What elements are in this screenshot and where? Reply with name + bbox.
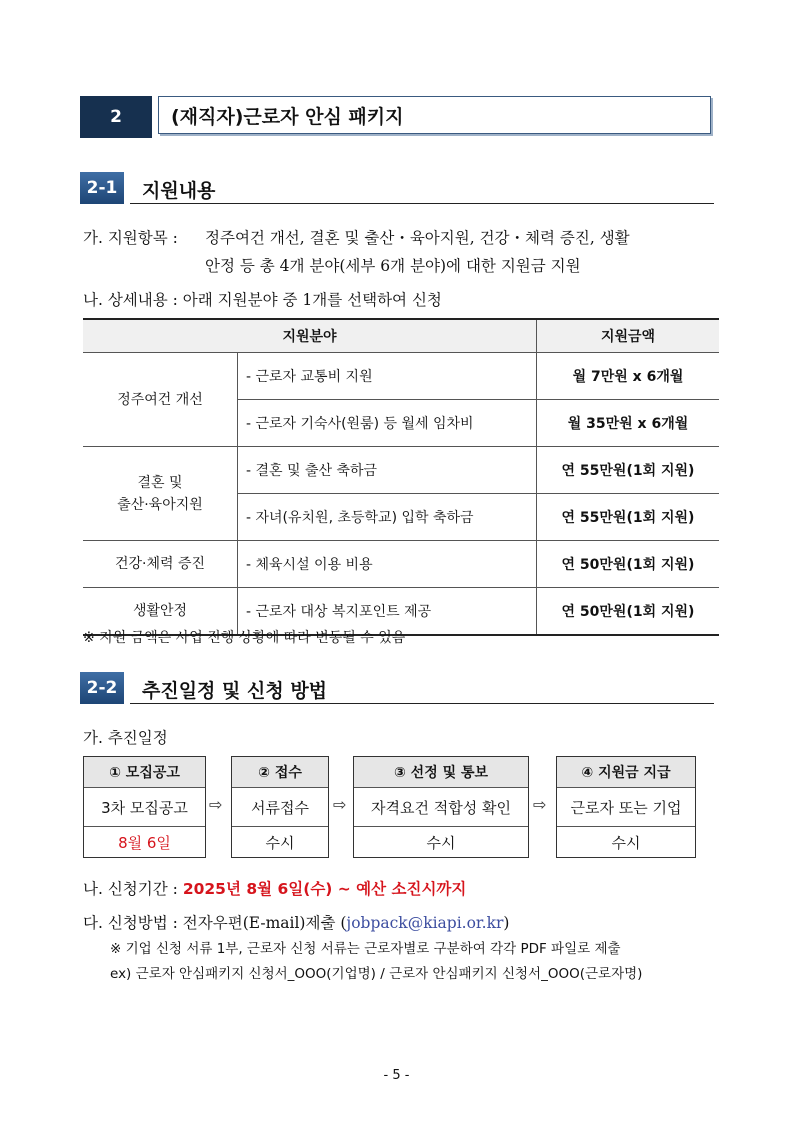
subsection-number-1: 2-1 [80,172,124,204]
apply-period-label: 나. 신청기간 : [83,880,178,898]
section-title: (재직자)근로자 안심 패키지 [158,96,711,134]
subsection-number-2: 2-2 [80,672,124,704]
step-receive [231,756,329,858]
table-row [83,447,719,494]
category-cell: 생활안정 [83,588,238,636]
arrow-right-icon: ⇨ [533,795,547,814]
apply-period-value: 2025년 8월 6일(수) ~ 예산 소진시까지 [182,880,467,898]
apply-period [83,877,466,899]
step-time: 수시 [265,834,295,852]
table-row [83,541,719,588]
category-cell [83,447,238,541]
step-title: ④ 지원금 지급 [557,757,695,788]
category-line: 결혼 및 [137,474,183,491]
arrow-right-icon: ⇨ [333,795,347,814]
support-items-line1: 정주여건 개선, 결혼 및 출산・육아지원, 건강・체력 증진, 생활 [205,229,630,247]
step-desc: 자격요건 적합성 확인 [354,788,528,827]
apply-method [83,911,509,933]
amount-cell: 연 50만원(1회 지원) [537,588,720,636]
table-note: ※ 지원 금액은 사업 진행 상황에 따라 변동될 수 있음 [83,630,406,646]
step-time: 수시 [611,834,641,852]
step-time: 수시 [426,834,456,852]
step-recruit [83,756,206,858]
step-select [353,756,529,858]
support-table [83,318,719,636]
step-time: 8월 6일 [118,834,171,852]
apply-method-label: 다. 신청방법 : 전자우편(E-mail)제출 ( [83,914,347,932]
category-line: 출산·육아지원 [117,496,203,513]
amount-cell: 월 35만원 x 6개월 [537,400,720,447]
apply-note-1: ※ 기업 신청 서류 1부, 근로자 신청 서류는 근로자별로 구분하여 각각 PDF 파일로 제출 [110,941,621,957]
amount-cell: 월 7만원 x 6개월 [537,353,720,400]
amount-cell: 연 55만원(1회 지원) [537,447,720,494]
support-items-label: 가. 지원항목 : [83,229,178,247]
category-cell: 정주여건 개선 [83,353,238,447]
header-support-field: 지원분야 [83,319,537,353]
subsection-title-2: 추진일정 및 신청 방법 [142,680,328,702]
step-desc: 근로자 또는 기업 [557,788,695,827]
step-title: ② 접수 [232,757,328,788]
apply-method-close: ) [503,914,510,932]
step-desc: 3차 모집공고 [84,788,205,827]
item-cell: - 근로자 대상 복지포인트 제공 [238,588,537,636]
step-title: ③ 선정 및 통보 [354,757,528,788]
step-desc: 서류접수 [232,788,328,827]
detail-content-line: 나. 상세내용 : 아래 지원분야 중 1개를 선택하여 신청 [83,291,442,309]
email-link[interactable]: jobpack@kiapi.or.kr [346,914,504,932]
subsection-title-1: 지원내용 [142,180,216,202]
step-payment [556,756,696,858]
item-cell: - 근로자 교통비 지원 [238,353,537,400]
apply-note-2: ex) 근로자 안심패키지 신청서_OOO(기업명) / 근로자 안심패키지 신청서_OOO(근로자명) [110,966,643,982]
arrow-right-icon: ⇨ [209,795,223,814]
item-cell: - 체육시설 이용 비용 [238,541,537,588]
item-cell: - 결혼 및 출산 축하금 [238,447,537,494]
page-number: - 5 - [383,1068,410,1083]
header-support-amount: 지원금액 [537,319,720,353]
table-row [83,353,719,400]
subsection-divider-1 [130,203,714,204]
support-items-line2: 안정 등 총 4개 분야(세부 6개 분야)에 대한 지원금 지원 [205,257,581,275]
item-cell: - 자녀(유치원, 초등학교) 입학 축하금 [238,494,537,541]
subsection-divider-2 [130,703,714,704]
amount-cell: 연 55만원(1회 지원) [537,494,720,541]
step-title: ① 모집공고 [84,757,205,788]
schedule-label: 가. 추진일정 [83,729,168,747]
category-cell: 건강·체력 증진 [83,541,238,588]
section-number: 2 [80,96,152,138]
amount-cell: 연 50만원(1회 지원) [537,541,720,588]
item-cell: - 근로자 기숙사(원룸) 등 월세 임차비 [238,400,537,447]
